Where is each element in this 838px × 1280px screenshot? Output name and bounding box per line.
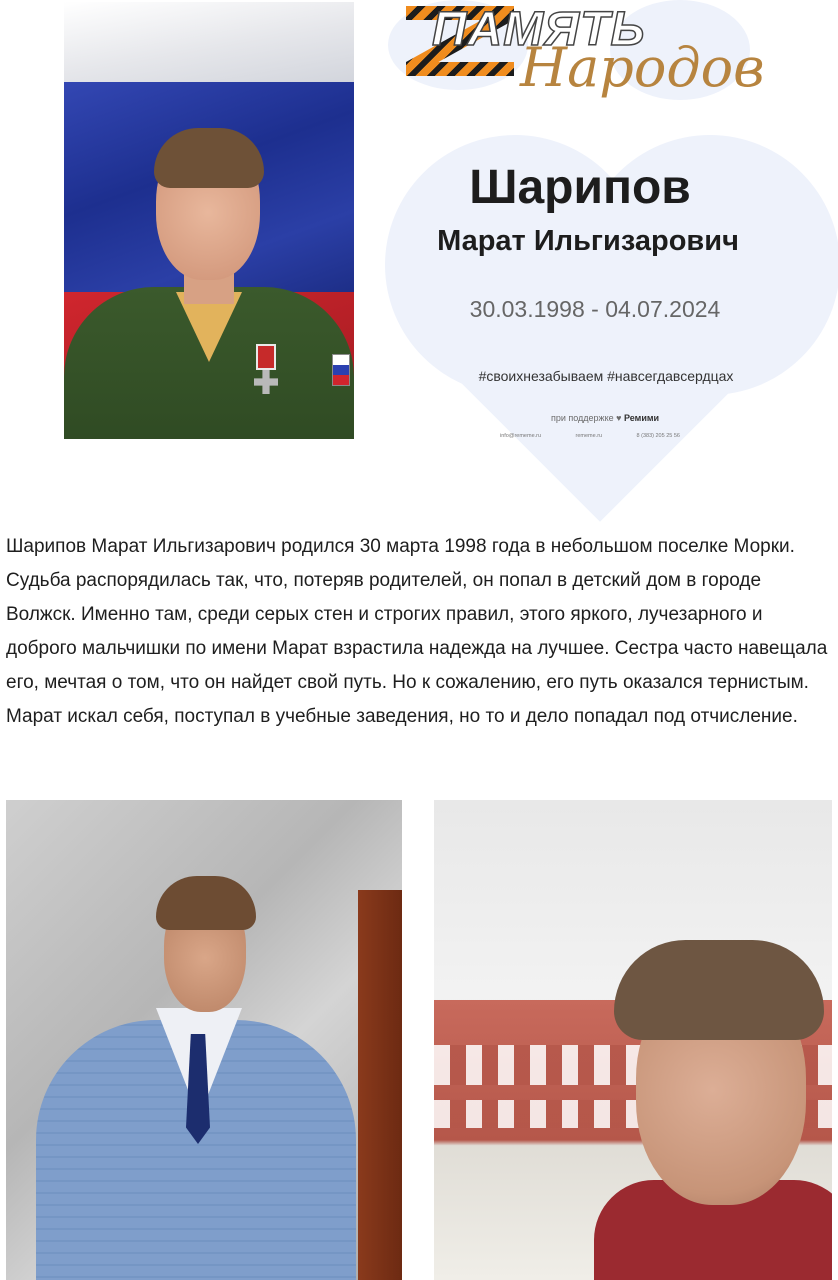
pamyat-narodov-logo — [400, 0, 780, 150]
hashtags: #своихнезабываем #навсегдавсердцах — [478, 368, 734, 384]
door — [358, 890, 402, 1280]
support-line — [380, 413, 830, 423]
contact-email: info@rememe.ru — [500, 433, 542, 439]
photo-in-suit — [6, 800, 402, 1280]
contact-site: rememe.ru — [575, 433, 603, 439]
memorial-portrait-photo — [64, 2, 354, 439]
selfie-photo — [434, 800, 832, 1280]
contacts — [500, 433, 680, 439]
support-brand: Ремими — [624, 413, 660, 423]
hair — [154, 128, 264, 188]
life-dates: 30.03.1998 - 04.07.2024 — [469, 296, 721, 322]
flag-patch-icon — [332, 354, 350, 386]
medal-ribbon — [256, 344, 276, 370]
contact-phone: 8 (383) 205 25 56 — [636, 433, 680, 439]
support-prefix: при поддержке — [550, 413, 614, 423]
hair — [614, 940, 824, 1040]
heart-icon: ♥ — [616, 413, 622, 423]
biography-text: Шарипов Марат Ильгизарович родился 30 марта 1998 года в небольшом поселке Морки. Судьба распорядилась так, что, потеряв родителей, он попал в детский дом в городе Волжск. Именно там, среди серых стен и строгих правил, этого яркого, лучезарного и доброго мальчишки по имени Марат взрастила надежда на лучшее. Сестра часто навещала его, мечтая о том, что он найдет свой путь. Но к сожалению, его путь оказался тернистым. Марат искал себя, поступал в учебные заведения, но то и дело попадал под отчисление. — [6, 536, 828, 727]
surname: Шарипов — [469, 161, 691, 214]
hair — [156, 876, 256, 930]
logo-word-narodov: Народов — [520, 36, 765, 99]
flag-white-stripe — [64, 2, 354, 92]
logo-word-pamyat: ПАМЯТЬ — [432, 3, 646, 56]
given-names: Марат Ильгизарович — [437, 225, 739, 257]
